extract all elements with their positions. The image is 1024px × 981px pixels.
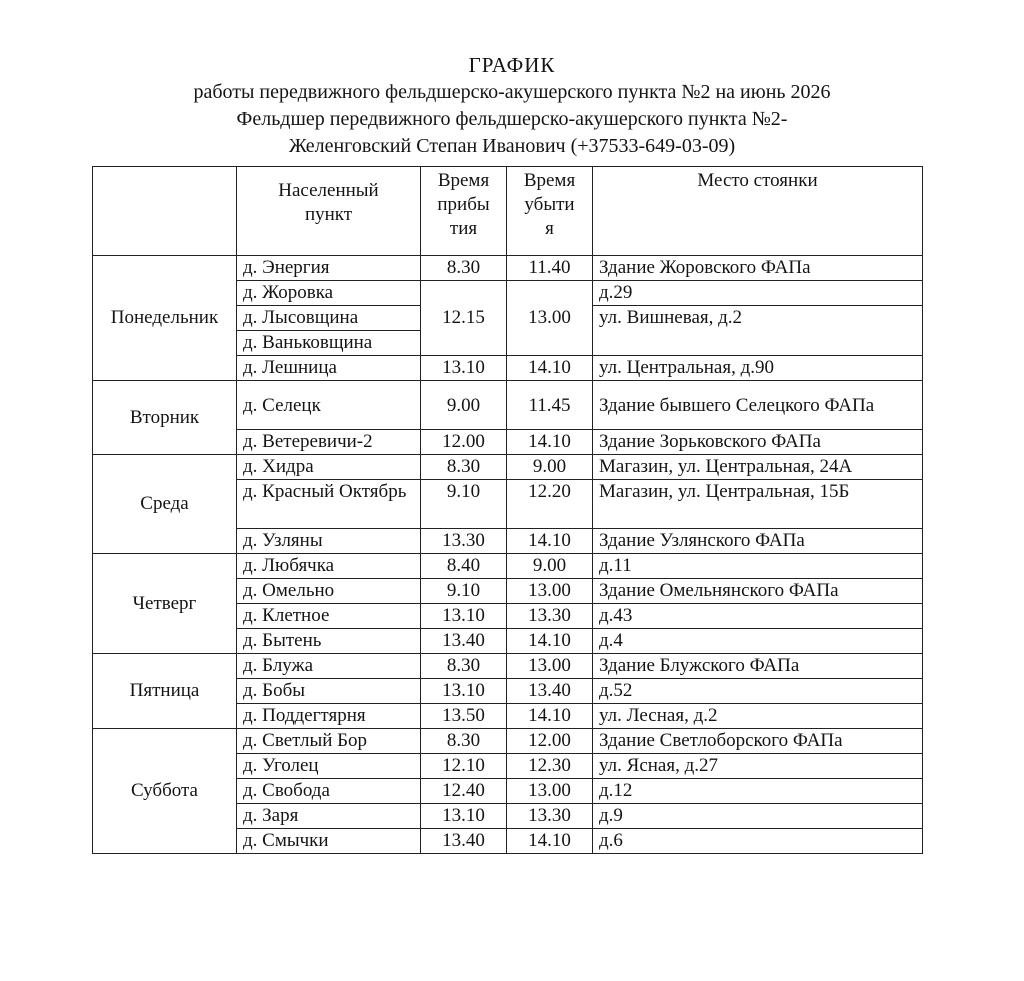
departure-cell: 12.30 [507,754,593,779]
arrival-cell: 13.50 [421,704,507,729]
village-cell: д. Узляны [237,529,421,554]
village-cell: д. Хидра [237,455,421,480]
departure-cell: 14.10 [507,430,593,455]
village-cell: д. Селецк [237,381,421,430]
departure-cell: 13.30 [507,804,593,829]
departure-cell: 14.10 [507,704,593,729]
arrival-cell: 12.15 [421,281,507,356]
arrival-cell: 8.30 [421,455,507,480]
schedule-table [92,166,923,854]
village-cell: д. Бытень [237,629,421,654]
departure-cell: 9.00 [507,554,593,579]
place-cell: Здание Узлянского ФАПа [593,529,923,554]
header-village-line-2: пункт [304,204,353,225]
place-cell: Здание Светлоборского ФАПа [593,729,923,754]
village-cell: д. Жоровка [237,281,421,306]
arrival-cell: 8.40 [421,554,507,579]
village-cell: д. Лысовщина [237,306,421,331]
day-tuesday: Вторник [93,381,237,455]
header-village [237,167,421,256]
departure-cell: 13.30 [507,604,593,629]
place-cell: ул. Центральная, д.90 [593,356,923,381]
day-friday: Пятница [93,654,237,729]
table-row [93,455,923,480]
place-cell: Магазин, ул. Центральная, 15Б [593,480,923,529]
document-title: ГРАФИК [468,53,556,77]
village-cell: д. Красный Октябрь [237,480,421,529]
departure-cell: 9.00 [507,455,593,480]
place-cell: Магазин, ул. Центральная, 24А [593,455,923,480]
village-cell: д. Блужа [237,654,421,679]
table-row [93,381,923,430]
table-row [93,256,923,281]
header-village-line-1: Населенный [278,180,379,201]
place-cell: ул. Вишневая, д.2 [593,306,923,356]
arrival-cell: 13.10 [421,679,507,704]
village-cell: д. Энергия [237,256,421,281]
header-departure-line-1: Время [523,170,576,191]
header-day-cell [93,167,237,256]
departure-cell: 14.10 [507,629,593,654]
header-departure [507,167,593,256]
day-wednesday: Среда [93,455,237,554]
village-cell: д. Смычки [237,829,421,854]
arrival-cell: 13.40 [421,829,507,854]
header-arrival-line-2: прибы [437,194,490,215]
place-cell: д.9 [593,804,923,829]
day-thursday: Четверг [93,554,237,654]
place-cell: Здание Зорьковского ФАПа [593,430,923,455]
place-cell: д.4 [593,629,923,654]
departure-cell: 11.40 [507,256,593,281]
departure-cell: 11.45 [507,381,593,430]
day-saturday: Суббота [93,729,237,854]
document-header [0,52,1024,160]
table-row [93,654,923,679]
departure-cell: 14.10 [507,829,593,854]
departure-cell: 14.10 [507,356,593,381]
header-arrival-line-1: Время [437,170,490,191]
place-cell: д.29 [593,281,923,306]
table-row [93,729,923,754]
paramedic-title: Фельдшер передвижного фельдшерско-акушерского пункта №2- [236,108,788,130]
arrival-cell: 13.40 [421,629,507,654]
header-departure-line-2: убыти [524,194,575,215]
day-monday: Понедельник [93,256,237,381]
place-cell: ул. Ясная, д.27 [593,754,923,779]
arrival-cell: 9.00 [421,381,507,430]
arrival-cell: 8.30 [421,654,507,679]
place-cell: д.11 [593,554,923,579]
header-departure-line-3: я [545,218,554,239]
village-cell: д. Бобы [237,679,421,704]
arrival-cell: 12.40 [421,779,507,804]
village-cell: д. Светлый Бор [237,729,421,754]
departure-cell: 14.10 [507,529,593,554]
departure-cell: 12.20 [507,480,593,529]
place-cell: Здание Жоровского ФАПа [593,256,923,281]
arrival-cell: 9.10 [421,579,507,604]
departure-cell: 13.00 [507,654,593,679]
arrival-cell: 12.00 [421,430,507,455]
place-cell: д.52 [593,679,923,704]
departure-cell: 13.00 [507,779,593,804]
header-arrival-line-3: тия [449,218,478,239]
table-header-row [93,167,923,256]
place-cell: Здание Омельнянского ФАПа [593,579,923,604]
place-cell: д.12 [593,779,923,804]
arrival-cell: 13.10 [421,604,507,629]
arrival-cell: 13.10 [421,804,507,829]
village-cell: д. Поддегтярня [237,704,421,729]
arrival-cell: 9.10 [421,480,507,529]
place-cell: Здание бывшего Селецкого ФАПа [593,381,923,430]
paramedic-name-phone: Желенговский Степан Иванович (+37533-649-03-09) [288,135,736,157]
place-cell: Здание Блужского ФАПа [593,654,923,679]
arrival-cell: 8.30 [421,256,507,281]
departure-cell: 12.00 [507,729,593,754]
village-cell: д. Заря [237,804,421,829]
village-cell: д. Омельно [237,579,421,604]
village-cell: д. Ветеревичи-2 [237,430,421,455]
village-cell: д. Свобода [237,779,421,804]
village-cell: д. Ваньковщина [237,331,421,356]
header-arrival [421,167,507,256]
place-cell: ул. Лесная, д.2 [593,704,923,729]
village-cell: д. Лешница [237,356,421,381]
arrival-cell: 13.10 [421,356,507,381]
arrival-cell: 13.30 [421,529,507,554]
document-subtitle: работы передвижного фельдшерско-акушерского пункта №2 на июнь 2026 [193,81,831,103]
village-cell: д. Клетное [237,604,421,629]
departure-cell: 13.00 [507,281,593,356]
header-place: Место стоянки [593,167,923,256]
village-cell: д. Уголец [237,754,421,779]
village-cell: д. Любячка [237,554,421,579]
departure-cell: 13.40 [507,679,593,704]
arrival-cell: 8.30 [421,729,507,754]
place-cell: д.43 [593,604,923,629]
table-row [93,554,923,579]
place-cell: д.6 [593,829,923,854]
departure-cell: 13.00 [507,579,593,604]
arrival-cell: 12.10 [421,754,507,779]
